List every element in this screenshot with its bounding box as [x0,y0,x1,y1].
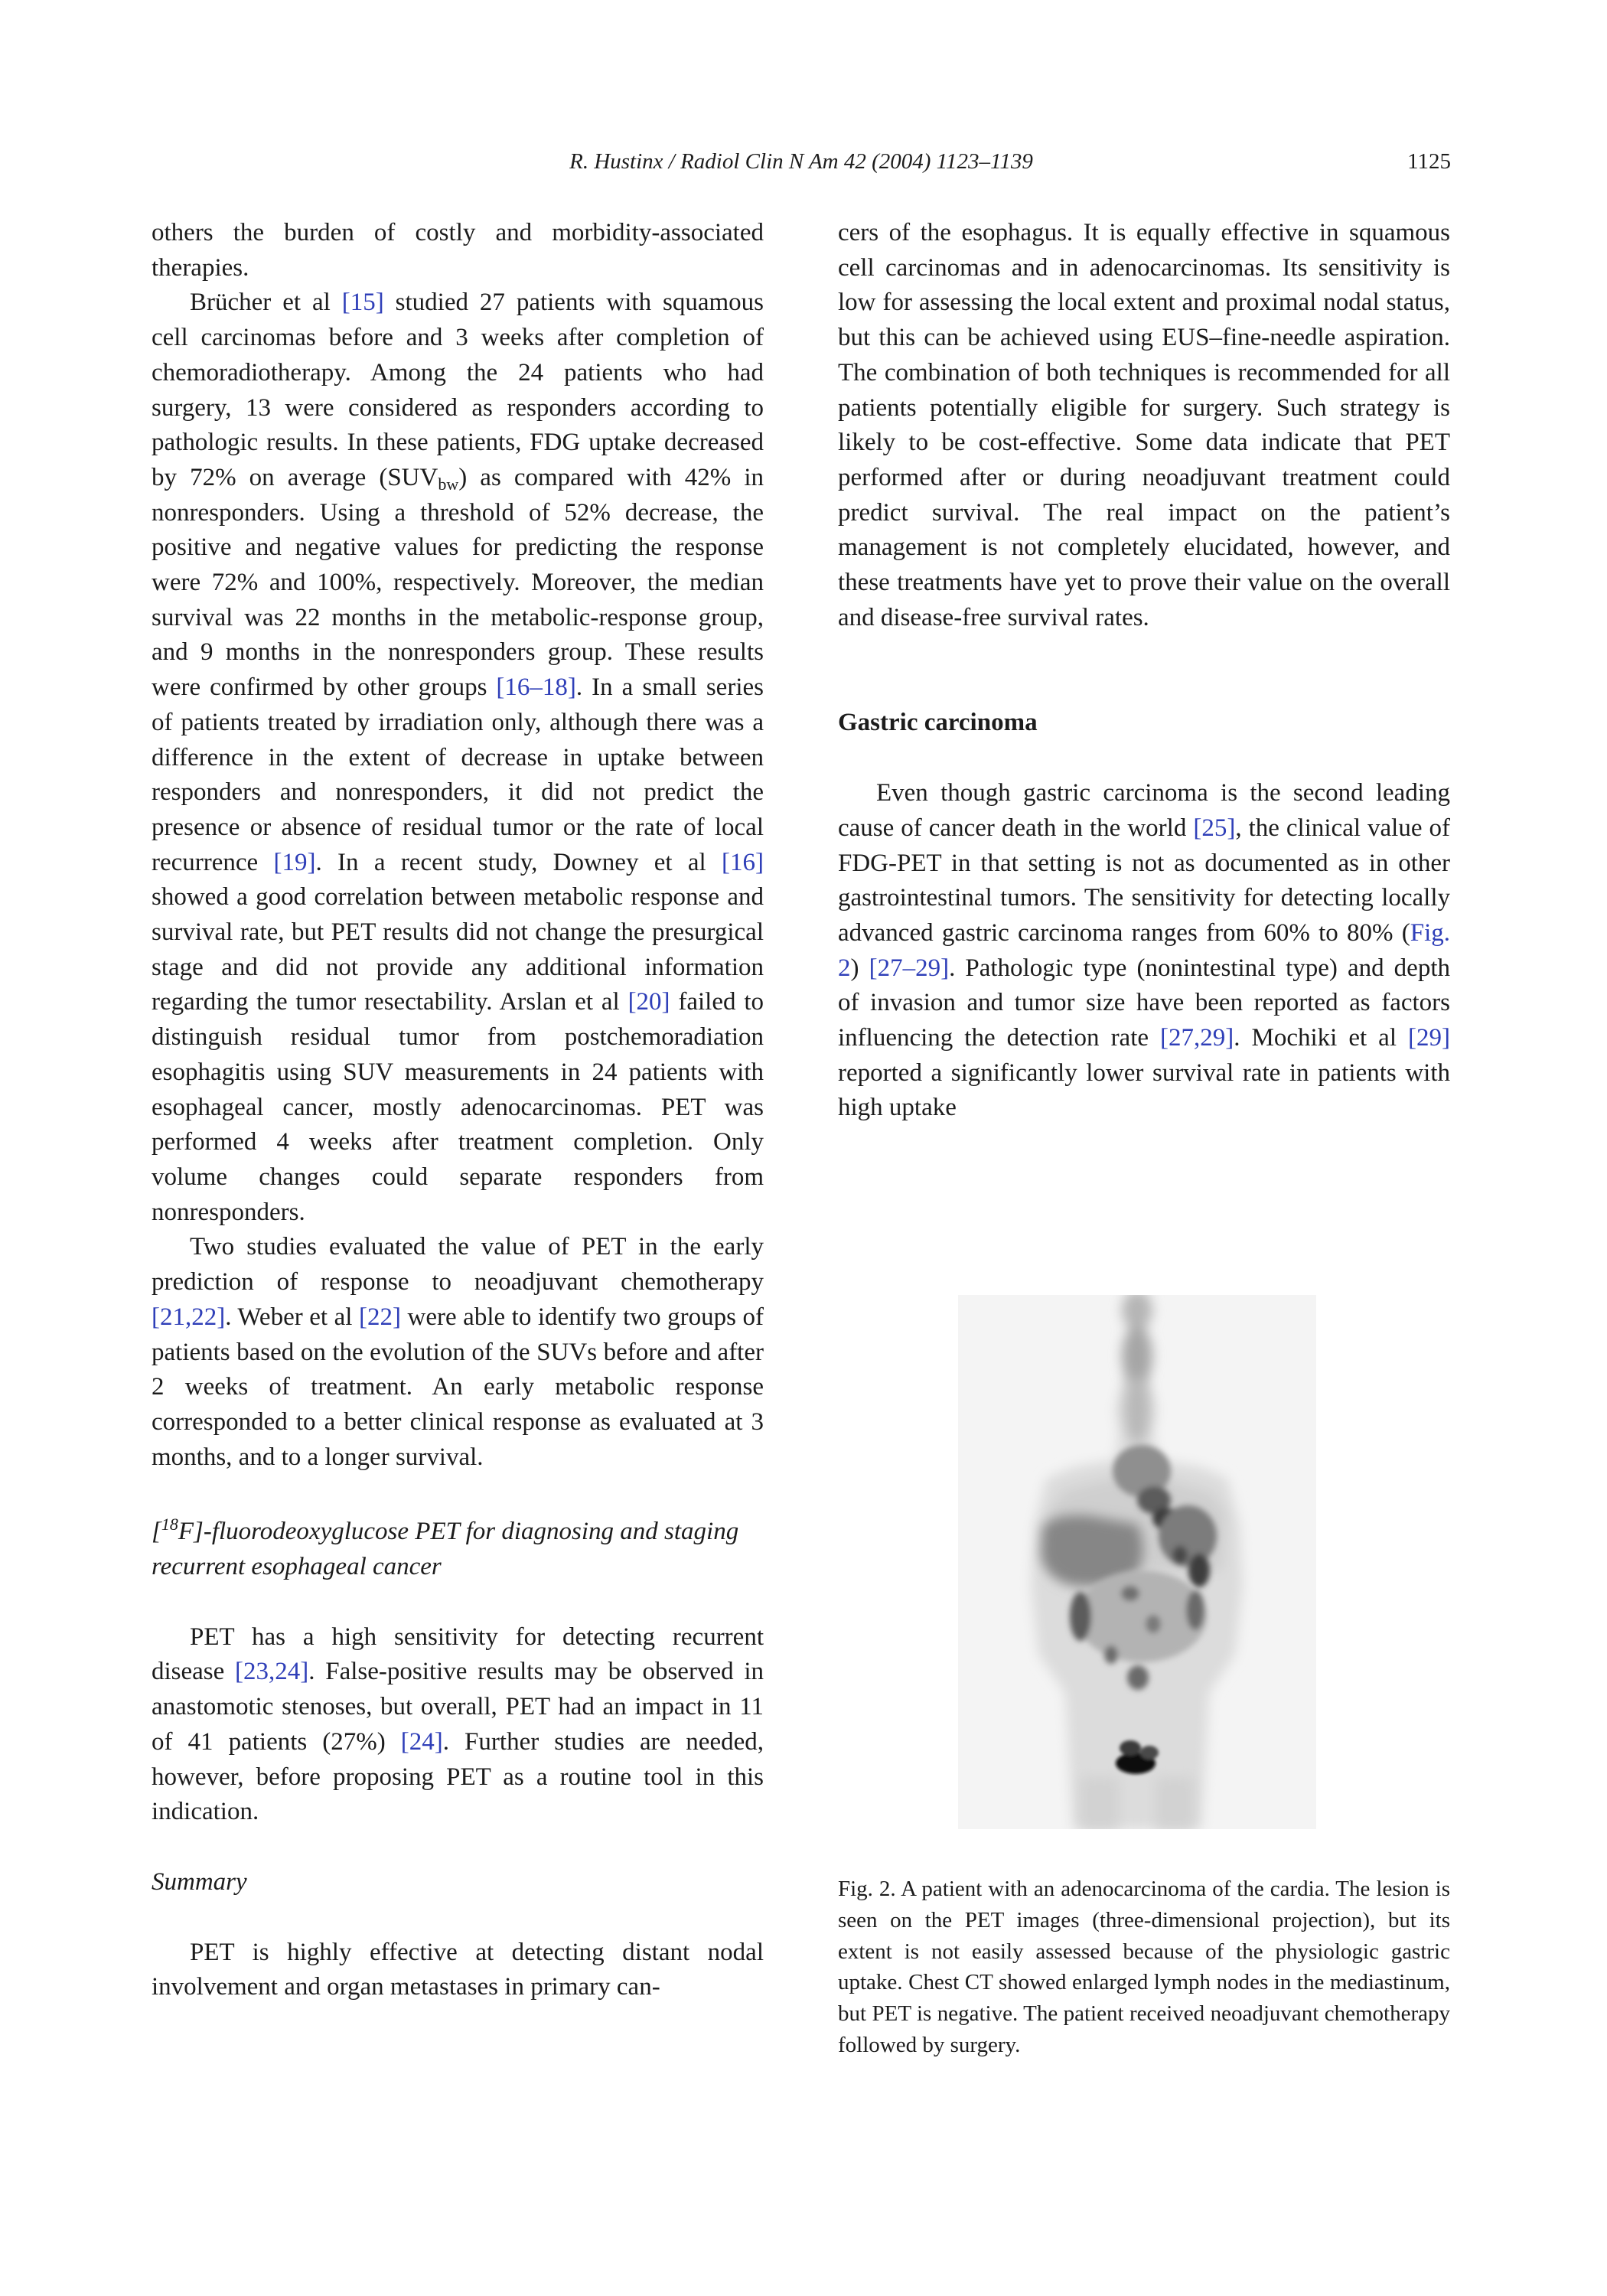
citation-link[interactable]: [24] [400,1727,443,1756]
section-heading-gastric: Gastric carcinoma [838,709,1038,737]
superscript: 18 [161,1515,178,1534]
citation-link[interactable]: [27,29] [1160,1024,1234,1052]
citation-link[interactable]: [16] [722,848,764,876]
citation-link[interactable]: [16–18] [496,673,576,702]
text-span: ) as compared with 42% in nonresponders. Using a threshold of 52% decrease, the positive and negative values for predicting the response were 72% and 100%, respectively. Moreover, the median survival was 22 months in the metabolic-response group, and 9 months in the nonresponders group. These results were confirmed by other groups [152,463,764,702]
citation-link[interactable]: [27–29] [869,954,950,982]
text-span: , the clinical value of FDG-PET in that setting is not as documented as in other gastrointestinal tumors. The sensitivity for detecting locally advanced gastric carcinoma ranges from 60% to 80% ( [838,814,1450,947]
paragraph-continuation: others the burden of costly and morbidity-associated therapies. [152,219,764,282]
text-span: reported a significantly lower survival rate in patients with high uptake [838,1058,1450,1122]
section-heading-recurrent [152,1515,764,1584]
section-heading-summary: Summary [152,1867,247,1896]
text-span: . Mochiki et al [1234,1024,1408,1052]
text-span: . In a recent study, Downey et al [315,848,722,876]
text-span: failed to distinguish residual tumor from postchemoradiation esophagitis using SUV measurements in 24 patients with esophageal cancer, mostly adenocarcinomas. PET was performed 4 weeks after treatment completion. Only volume changes could separate responders from nonresponders. [152,988,764,1226]
text-span: . In a small series of patients treated by irradiation only, although there was a difference in the extent of decrease in uptake between responders and nonresponders, it did not predict the presence or absence of residual tumor or the rate of local recurrence [152,673,764,876]
citation-link[interactable]: [25] [1193,814,1236,842]
running-title: R. Hustinx / Radiol Clin N Am 42 (2004) 1123–1139 [569,149,1033,174]
citation-link[interactable]: [22] [358,1303,401,1331]
citation-link[interactable]: [21,22] [152,1303,226,1331]
text-span: . False-positive results may be observed in anastomotic stenoses, but overall, PET had an impact in 11 of 41 patients (27%) [152,1658,764,1756]
text-span: Brücher et al [190,289,342,317]
text-span: Two studies evaluated the value of PET in the early prediction of response to neoadjuvant chemotherapy [152,1233,764,1296]
text-span: [ [152,1518,161,1546]
page-number: 1125 [1407,149,1451,174]
neck-and-head [1122,1295,1152,1444]
citation-link[interactable]: [20] [627,988,670,1016]
text-span: ) [850,954,869,982]
text-span: showed a good correlation between metabolic response and survival rate, but PET results did not change the presurgical stage and did not provide any additional information regarding the tumor resectability. Arslan et al [152,883,764,1016]
text-span: F]-fluorodeoxyglucose PET for diagnosing and staging recurrent esophageal cancer [152,1518,739,1581]
text-span: were able to identify two groups of patients based on the evolution of the SUVs before and after 2 weeks of treatment. An early metabolic response corresponded to a better clinical response as evaluated at 3 months, and to a longer survival. [152,1303,764,1471]
running-header [152,149,1451,180]
figure-link[interactable]: Fig. 2 [838,918,1450,982]
subscript: bw [438,474,459,494]
left-column [152,216,764,2005]
paragraph-gastric [838,776,1450,1126]
citation-link[interactable]: [23,24] [235,1658,309,1686]
text-span: . Further studies are needed, however, before proposing PET as a routine tool in this indication. [152,1727,764,1826]
text-span: PET has a high sensitivity for detecting recurrent disease [152,1623,764,1686]
paragraph-two-studies [152,1230,764,1475]
paragraph-recurrent [152,1620,764,1830]
text-span: studied 27 patients with squamous cell carcinomas before and 3 weeks after completion of chemoradiotherapy. Among the 24 patients who had surgery, 13 were considered as responders according to pathologic results. In these patients, FDG uptake decreased by 72% on average (SUV [152,289,764,491]
text-span: . Weber et al [225,1303,359,1331]
right-column [838,216,1450,1126]
paragraph-continuation: cers of the esophagus. It is equally effective in squamous cell carcinomas and in adenocarcinomas. Its sensitivity is low for assessing the local extent and proximal nodal status, but this can be achieved using EUS–fine-needle aspiration. The combination of both techniques is recommended for all patients potentially eligible for surgery. Such strategy is likely to be cost-effective. Some data indicate that PET performed after or during neoadjuvant treatment could predict survival. The real impact on the patient’s management is not completely elucidated, however, and these treatments have yet to prove their value on the overall and disease-free survival rates. [838,219,1450,631]
text-span: Even though gastric carcinoma is the second leading cause of cancer death in the world [838,779,1450,842]
citation-link[interactable]: [19] [273,848,316,876]
text-span: . Pathologic type (nonintestinal type) and depth of invasion and tumor size have been reported as factors influencing the detection rate [838,954,1450,1052]
pet-scan-figure [958,1295,1316,1829]
figure-caption: Fig. 2. A patient with an adenocarcinoma of the cardia. The lesion is seen on the PET images (three-dimensional projection), but its extent is not easily assessed because of the physiologic gastric uptake. Chest CT showed enlarged lymph nodes in the mediastinum, but PET is negative. The patient received neoadjuvant chemotherapy followed by surgery. [838,1877,1450,2057]
citation-link[interactable]: [15] [341,289,384,317]
pet-scan-image [958,1295,1316,1829]
paragraph-summary: PET is highly effective at detecting distant nodal involvement and organ metastases in primary can- [152,1938,764,2001]
paragraph-brucher [152,285,764,1230]
citation-link[interactable]: [29] [1408,1024,1450,1052]
